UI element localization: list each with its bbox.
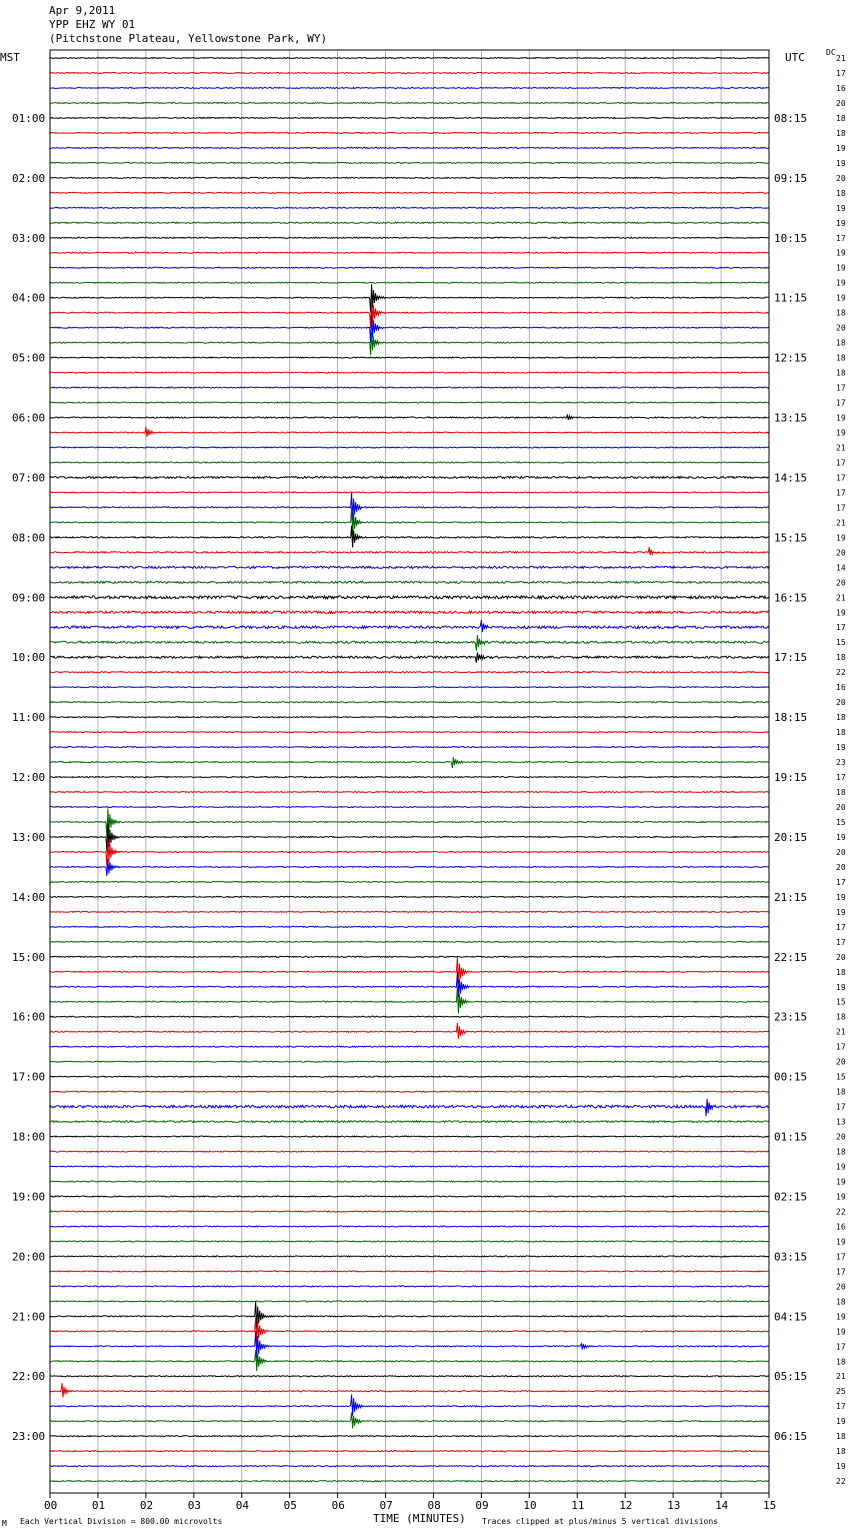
seismic-trace: [50, 372, 769, 373]
seismic-trace: [50, 477, 769, 479]
mst-hour-label: 14:00: [12, 890, 46, 904]
seismic-trace: [50, 207, 769, 208]
dc-offset-value: 14: [836, 563, 846, 573]
mst-hour-label: 06:00: [12, 411, 46, 425]
seismic-trace: [50, 284, 769, 313]
dc-offset-value: 16: [836, 683, 846, 693]
seismic-trace: [50, 1091, 769, 1092]
seismic-trace: [50, 747, 769, 748]
seismic-trace: [50, 58, 769, 59]
utc-hour-label: 22:15: [774, 950, 808, 964]
seismic-trace: [50, 1211, 769, 1212]
dc-offset-value: 17: [836, 623, 846, 633]
seismic-trace: [50, 956, 769, 957]
seismic-trace: [50, 492, 769, 493]
utc-hour-label: 05:15: [774, 1370, 808, 1384]
mst-hour-label: 17:00: [12, 1070, 46, 1084]
utc-hour-label: 20:15: [774, 830, 808, 844]
seismic-trace: [50, 87, 769, 88]
scale-note: Each Vertical Division = 800.00 microvolts: [20, 1517, 223, 1526]
utc-hour-label: 03:15: [774, 1250, 808, 1264]
seismic-trace: [50, 839, 769, 867]
seismic-trace: [50, 824, 769, 852]
seismic-trace: [50, 387, 769, 388]
seismic-trace: [50, 102, 769, 103]
utc-hour-label: 19:15: [774, 771, 808, 785]
utc-hour-label: 08:15: [774, 111, 808, 125]
dc-offset-value: 18: [836, 113, 846, 123]
dc-offset-value: 17: [836, 1042, 846, 1052]
dc-offset-value: 16: [836, 1222, 846, 1232]
x-tick-label: 10: [523, 1499, 537, 1512]
seismic-trace: [50, 1226, 769, 1227]
seismic-trace: [50, 672, 769, 673]
mst-hour-label: 02:00: [12, 171, 46, 185]
dc-offset-value: 17: [836, 1252, 846, 1262]
seismic-trace: [50, 547, 769, 555]
dc-offset-value: 17: [836, 503, 846, 513]
dc-offset-value: 18: [836, 788, 846, 798]
seismic-trace: [50, 507, 769, 534]
station-code: YPP EHZ WY 01: [49, 18, 136, 31]
dc-offset-value: 22: [836, 1207, 846, 1217]
x-tick-label: 05: [283, 1499, 297, 1512]
utc-hour-label: 16:15: [774, 591, 808, 605]
seismic-trace: [50, 1301, 769, 1302]
dc-offset-value: 19: [836, 158, 846, 168]
utc-axis-label: UTC: [785, 51, 805, 64]
dc-offset-value: 19: [836, 248, 846, 258]
corner-mark: M: [2, 1519, 7, 1528]
seismic-trace: [50, 1383, 769, 1397]
seismic-trace: [50, 620, 769, 632]
mst-hour-labels: [12, 112, 45, 1443]
plot-frame: [50, 50, 769, 1493]
seismic-trace: [50, 926, 769, 927]
x-tick-label: 07: [379, 1499, 393, 1512]
dc-offset-value: 17: [836, 68, 846, 78]
mst-hour-label: 22:00: [12, 1370, 46, 1384]
dc-offset-value: 18: [836, 128, 846, 138]
mst-hour-label: 19:00: [12, 1190, 46, 1204]
mst-hour-label: 11:00: [12, 711, 46, 725]
dc-offset-value: 19: [836, 203, 846, 213]
dc-offset-value: 19: [836, 743, 846, 753]
dc-offset-value: 17: [836, 458, 846, 468]
seismic-trace: [50, 162, 769, 163]
dc-offset-value: 18: [836, 1297, 846, 1307]
seismic-trace: [50, 896, 769, 897]
seismic-trace: [50, 757, 769, 768]
dc-offset-value: 20: [836, 98, 846, 108]
dc-offset-value: 17: [836, 233, 846, 243]
dc-offset-value: 17: [836, 773, 846, 783]
seismic-trace: [50, 972, 769, 998]
dc-offset-value: 20: [836, 803, 846, 812]
dc-offset-value: 19: [836, 143, 846, 153]
dc-offset-value: 22: [836, 668, 846, 678]
dc-offset-value: 15: [836, 817, 846, 827]
seismic-trace: [50, 859, 769, 876]
dc-offset-value: 20: [836, 1282, 846, 1292]
utc-hour-label: 18:15: [774, 711, 808, 725]
mst-hour-label: 15:00: [12, 950, 46, 964]
x-tick-label: 09: [475, 1499, 489, 1512]
seismic-trace: [50, 1181, 769, 1182]
dc-offset-value: 18: [836, 1147, 846, 1157]
dc-offset-value: 17: [836, 1102, 846, 1112]
seismic-trace: [50, 1286, 769, 1287]
dc-offset-value: 17: [836, 1342, 846, 1352]
x-tick-label: 08: [427, 1499, 441, 1512]
seismic-trace: [50, 402, 769, 403]
utc-hour-label: 09:15: [774, 171, 808, 185]
dc-offset-value: 13: [836, 1117, 846, 1127]
dc-offset-value: 18: [836, 653, 846, 663]
dc-offset-value: 17: [836, 922, 846, 932]
seismic-trace: [50, 1350, 769, 1371]
seismic-trace: [50, 462, 769, 463]
dc-offset-value: 20: [836, 1132, 846, 1142]
dc-offset-value: 18: [836, 728, 846, 738]
x-tick-label: 15: [763, 1499, 777, 1512]
dc-offset-value: 19: [836, 907, 846, 917]
seismic-trace: [50, 635, 769, 651]
mst-hour-label: 07:00: [12, 471, 46, 485]
dc-offset-value: 18: [836, 338, 846, 348]
dc-offset-value: 19: [836, 1462, 846, 1472]
dc-offset-value: 20: [836, 548, 846, 558]
dc-offset-value: 20: [836, 1057, 846, 1067]
x-tick-label: 01: [91, 1499, 106, 1512]
dc-offset-value: 19: [836, 608, 846, 618]
utc-hour-label: 13:15: [774, 411, 808, 425]
dc-offset-value: 19: [836, 1417, 846, 1427]
seismic-trace: [50, 177, 769, 178]
dc-offset-value: 17: [836, 398, 846, 408]
seismic-trace: [50, 652, 769, 663]
dc-offset-value: 18: [836, 308, 846, 318]
dc-offset-value: 21: [836, 1027, 846, 1037]
seismic-trace: [50, 596, 769, 599]
dc-offset-value: 18: [836, 1087, 846, 1097]
seismic-trace: [50, 1302, 769, 1329]
dc-offset-value: 18: [836, 353, 846, 363]
utc-hour-labels: [774, 112, 807, 1443]
dc-offset-value: 18: [836, 1357, 846, 1367]
x-tick-label: 00: [44, 1499, 58, 1512]
seismic-trace: [50, 357, 769, 358]
seismic-trace: [50, 300, 769, 328]
seismic-trace: [50, 1196, 769, 1197]
seismic-trace: [50, 147, 769, 148]
seismogram-traces: [50, 58, 769, 1482]
utc-hour-label: 10:15: [774, 231, 808, 245]
dc-offset-value: 17: [836, 1402, 846, 1412]
mst-hour-label: 01:00: [12, 111, 46, 125]
seismic-trace: [50, 987, 769, 1013]
dc-offset-value: 19: [836, 293, 846, 303]
dc-offset-value: 17: [836, 1267, 846, 1277]
seismic-trace: [50, 132, 769, 133]
dc-offset-value: 19: [836, 1162, 846, 1172]
seismic-trace: [50, 315, 769, 343]
dc-offset-value: 15: [836, 997, 846, 1007]
seismic-trace: [50, 807, 769, 808]
seismic-trace: [50, 1451, 769, 1452]
utc-hour-label: 04:15: [774, 1310, 808, 1324]
mst-hour-label: 05:00: [12, 351, 46, 365]
seismic-trace: [50, 72, 769, 73]
seismic-trace: [50, 415, 769, 420]
dc-offset-value: 21: [836, 54, 846, 63]
seismic-trace: [50, 777, 769, 778]
dc-offset-value: 18: [836, 188, 846, 198]
dc-offset-value: 20: [836, 698, 846, 708]
x-tick-label: 12: [619, 1499, 633, 1512]
seismic-trace: [50, 1466, 769, 1467]
minute-gridlines: [98, 50, 721, 1493]
dc-offset-value: 20: [836, 952, 846, 962]
seismic-trace: [50, 492, 769, 520]
plot-date: Apr 9,2011: [49, 4, 116, 17]
dc-offset-value: 20: [836, 323, 846, 333]
seismic-trace: [50, 717, 769, 718]
station-location: (Pitchstone Plateau, Yellowstone Park, WY): [49, 32, 328, 45]
dc-offset-value: 20: [836, 847, 846, 857]
mst-hour-label: 21:00: [12, 1310, 46, 1324]
seismic-trace: [50, 792, 769, 793]
x-axis-title: TIME (MINUTES): [373, 1512, 466, 1525]
seismic-trace: [50, 881, 769, 882]
x-tick-label: 03: [187, 1499, 202, 1512]
seismic-trace: [50, 1271, 769, 1272]
seismic-trace: [50, 447, 769, 448]
utc-hour-label: 01:15: [774, 1130, 808, 1144]
seismic-trace: [50, 222, 769, 223]
dc-offset-value: 20: [836, 173, 846, 183]
dc-offset-value: 21: [836, 593, 846, 603]
seismic-trace: [50, 732, 769, 733]
x-tick-label: 04: [235, 1499, 249, 1512]
seismic-trace: [50, 1121, 769, 1123]
dc-offset-value: 19: [836, 278, 846, 288]
dc-offset-value: 19: [836, 533, 846, 543]
dc-offset-value: 18: [836, 967, 846, 977]
dc-offset-value: 19: [836, 1312, 846, 1322]
seismic-trace: [50, 1331, 769, 1358]
x-tick-label: 02: [139, 1499, 154, 1512]
dc-offset-value: 20: [836, 578, 846, 588]
seismic-trace: [50, 1076, 769, 1077]
seismic-trace: [50, 687, 769, 688]
dc-offset-value: 19: [836, 892, 846, 902]
utc-hour-label: 12:15: [774, 351, 808, 365]
utc-hour-label: 21:15: [774, 890, 808, 904]
seismic-trace: [50, 1166, 769, 1167]
mst-hour-label: 09:00: [12, 591, 46, 605]
dc-offset-value: 19: [836, 428, 846, 438]
seismic-trace: [50, 1317, 769, 1345]
mst-hour-label: 12:00: [12, 771, 46, 785]
mst-hour-label: 10:00: [12, 651, 46, 665]
seismic-trace: [50, 332, 769, 355]
mst-hour-label: 13:00: [12, 830, 46, 844]
dc-offset-value: 19: [836, 1327, 846, 1337]
dc-offset-value: 20: [836, 862, 846, 872]
x-tick-label: 13: [667, 1499, 681, 1512]
seismic-trace: [50, 1151, 769, 1152]
mst-hour-label: 20:00: [12, 1250, 46, 1264]
dc-offset-value: 17: [836, 937, 846, 947]
seismic-trace: [50, 1023, 769, 1039]
mst-hour-label: 23:00: [12, 1430, 46, 1444]
utc-hour-label: 02:15: [774, 1190, 808, 1204]
x-tick-label: 06: [331, 1499, 345, 1512]
seismic-trace: [50, 1099, 769, 1116]
seismic-trace: [50, 117, 769, 118]
seismic-trace: [50, 941, 769, 942]
dc-offset-value: 18: [836, 1447, 846, 1457]
dc-offset-value: 21: [836, 518, 846, 528]
seismic-trace: [50, 192, 769, 193]
x-tick-label: 14: [715, 1499, 729, 1512]
dc-offset-value: 17: [836, 473, 846, 483]
utc-hour-label: 11:15: [774, 291, 808, 305]
utc-hour-label: 23:15: [774, 1010, 808, 1024]
utc-hour-label: 14:15: [774, 471, 808, 485]
x-axis-ticks: [44, 1493, 776, 1512]
x-tick-label: 11: [571, 1499, 585, 1512]
seismic-trace: [50, 1256, 769, 1257]
dc-offset-value: 18: [836, 1012, 846, 1022]
seismic-trace: [50, 1394, 769, 1415]
dc-offset-value: 15: [836, 1072, 846, 1082]
dc-offset-value: 19: [836, 1192, 846, 1202]
mst-axis-label: MST: [0, 51, 20, 64]
dc-offset-value: 23: [836, 758, 846, 768]
dc-offset-value: 19: [836, 832, 846, 842]
seismic-trace: [50, 237, 769, 238]
seismic-trace: [50, 566, 769, 568]
dc-offset-value: 17: [836, 488, 846, 498]
seismic-trace: [50, 611, 769, 613]
dc-offset-labels: [836, 54, 846, 1486]
seismic-trace: [50, 526, 769, 548]
dc-offset-value: 25: [836, 1387, 846, 1397]
seismic-trace: [50, 809, 769, 837]
dc-offset-value: 18: [836, 368, 846, 378]
mst-hour-label: 03:00: [12, 231, 46, 245]
dc-offset-value: 19: [836, 982, 846, 992]
clip-note: Traces clipped at plus/minus 5 vertical divisions: [482, 1517, 719, 1526]
seismic-trace: [50, 911, 769, 912]
dc-offset-value: 18: [836, 1432, 846, 1442]
mst-hour-label: 18:00: [12, 1130, 46, 1144]
seismic-trace: [50, 427, 769, 437]
dc-offset-value: 19: [836, 413, 846, 423]
seismic-trace: [50, 957, 769, 983]
seismic-trace: [50, 1412, 769, 1428]
seismic-trace: [50, 1061, 769, 1062]
seismic-trace: [50, 1481, 769, 1482]
utc-hour-label: 00:15: [774, 1070, 808, 1084]
seismic-trace: [50, 1016, 769, 1017]
dc-header-label: DC: [826, 48, 836, 57]
seismic-trace: [50, 1046, 769, 1047]
seismic-trace: [50, 1376, 769, 1377]
mst-hour-label: 04:00: [12, 291, 46, 305]
dc-offset-value: 17: [836, 383, 846, 393]
dc-offset-value: 19: [836, 1177, 846, 1187]
seismic-trace: [50, 1136, 769, 1137]
dc-offset-value: 15: [836, 638, 846, 648]
dc-offset-value: 21: [836, 1372, 846, 1382]
dc-offset-value: 16: [836, 83, 846, 93]
dc-offset-value: 19: [836, 1237, 846, 1247]
seismic-trace: [50, 1436, 769, 1437]
dc-offset-value: 19: [836, 218, 846, 228]
dc-offset-value: 21: [836, 443, 846, 453]
dc-offset-value: 19: [836, 263, 846, 273]
utc-hour-label: 06:15: [774, 1430, 808, 1444]
dc-offset-value: 17: [836, 877, 846, 887]
mst-hour-label: 08:00: [12, 531, 46, 545]
seismic-trace: [50, 267, 769, 268]
seismic-trace: [50, 252, 769, 253]
seismic-trace: [50, 702, 769, 703]
utc-hour-label: 15:15: [774, 531, 808, 545]
seismic-trace: [50, 1241, 769, 1242]
mst-hour-label: 16:00: [12, 1010, 46, 1024]
dc-offset-value: 22: [836, 1477, 846, 1487]
seismic-trace: [50, 581, 769, 583]
dc-offset-value: 18: [836, 713, 846, 723]
seismic-trace: [50, 282, 769, 283]
utc-hour-label: 17:15: [774, 651, 808, 665]
